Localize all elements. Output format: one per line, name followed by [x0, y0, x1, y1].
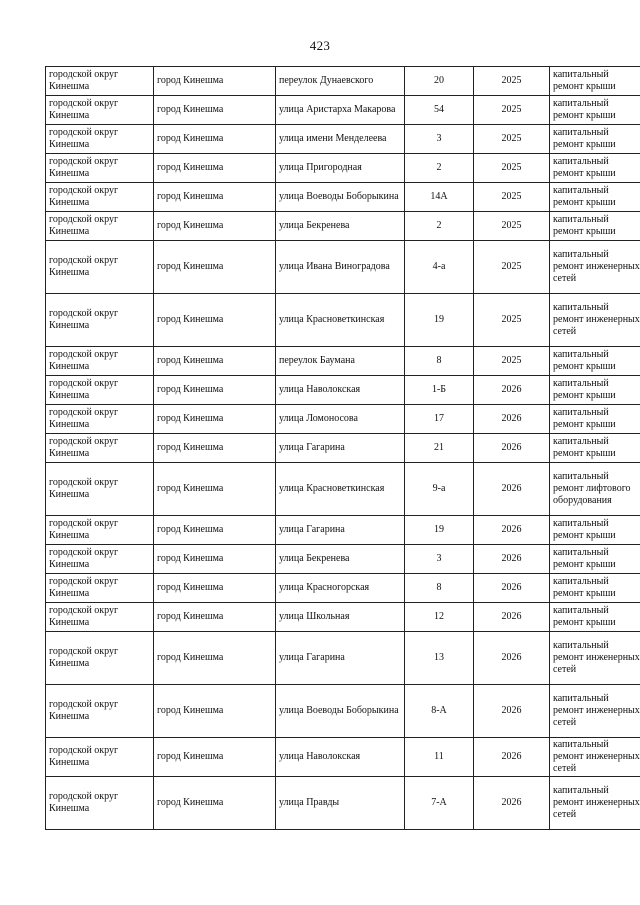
house-number-cell: 2 [405, 154, 474, 183]
house-number-cell: 9-а [405, 463, 474, 516]
district-cell: городской округ Кинешма [46, 67, 154, 96]
city-cell: город Кинешма [154, 125, 276, 154]
district-cell: городской округ Кинешма [46, 376, 154, 405]
table-row [46, 212, 640, 241]
city-cell: город Кинешма [154, 347, 276, 376]
year-cell: 2026 [474, 405, 550, 434]
house-number-cell: 2 [405, 212, 474, 241]
table-row [46, 67, 640, 96]
year-cell: 2025 [474, 96, 550, 125]
street-cell: улица Гагарина [276, 434, 405, 463]
house-number-cell: 11 [405, 738, 474, 777]
capital-repair-table [45, 66, 640, 830]
district-cell: городской округ Кинешма [46, 463, 154, 516]
district-cell: городской округ Кинешма [46, 212, 154, 241]
street-cell: улица Красноветкинская [276, 294, 405, 347]
work-type-cell: капитальный ремонт инженерных сетей [550, 294, 640, 347]
house-number-cell: 8-А [405, 685, 474, 738]
year-cell: 2025 [474, 125, 550, 154]
house-number-cell: 17 [405, 405, 474, 434]
table-row [46, 154, 640, 183]
table-row [46, 376, 640, 405]
house-number-cell: 21 [405, 434, 474, 463]
street-cell: улица Воеводы Боборыкина [276, 183, 405, 212]
year-cell: 2025 [474, 67, 550, 96]
city-cell: город Кинешма [154, 685, 276, 738]
table-body [46, 67, 640, 830]
year-cell: 2026 [474, 685, 550, 738]
year-cell: 2025 [474, 212, 550, 241]
work-type-cell: капитальный ремонт лифтового оборудования [550, 463, 640, 516]
street-cell: улица Правды [276, 777, 405, 830]
house-number-cell: 7-А [405, 777, 474, 830]
year-cell: 2026 [474, 777, 550, 830]
city-cell: город Кинешма [154, 574, 276, 603]
district-cell: городской округ Кинешма [46, 96, 154, 125]
district-cell: городской округ Кинешма [46, 516, 154, 545]
house-number-cell: 8 [405, 347, 474, 376]
street-cell: улица Ломоносова [276, 405, 405, 434]
city-cell: город Кинешма [154, 241, 276, 294]
city-cell: город Кинешма [154, 603, 276, 632]
year-cell: 2026 [474, 545, 550, 574]
year-cell: 2026 [474, 574, 550, 603]
house-number-cell: 14А [405, 183, 474, 212]
city-cell: город Кинешма [154, 405, 276, 434]
year-cell: 2025 [474, 241, 550, 294]
table-row [46, 96, 640, 125]
district-cell: городской округ Кинешма [46, 347, 154, 376]
work-type-cell: капитальный ремонт крыши [550, 212, 640, 241]
table-row [46, 183, 640, 212]
city-cell: город Кинешма [154, 434, 276, 463]
city-cell: город Кинешма [154, 545, 276, 574]
table-row [46, 347, 640, 376]
house-number-cell: 8 [405, 574, 474, 603]
street-cell: улица Школьная [276, 603, 405, 632]
city-cell: город Кинешма [154, 516, 276, 545]
table-row [46, 241, 640, 294]
district-cell: городской округ Кинешма [46, 574, 154, 603]
city-cell: город Кинешма [154, 294, 276, 347]
street-cell: улица Ивана Виноградова [276, 241, 405, 294]
table-row [46, 516, 640, 545]
year-cell: 2026 [474, 434, 550, 463]
year-cell: 2026 [474, 463, 550, 516]
house-number-cell: 3 [405, 125, 474, 154]
district-cell: городской округ Кинешма [46, 545, 154, 574]
city-cell: город Кинешма [154, 738, 276, 777]
work-type-cell: капитальный ремонт крыши [550, 516, 640, 545]
work-type-cell: капитальный ремонт инженерных сетей [550, 685, 640, 738]
city-cell: город Кинешма [154, 777, 276, 830]
year-cell: 2025 [474, 294, 550, 347]
year-cell: 2025 [474, 183, 550, 212]
house-number-cell: 13 [405, 632, 474, 685]
house-number-cell: 3 [405, 545, 474, 574]
street-cell: переулок Баумана [276, 347, 405, 376]
street-cell: улица Гагарина [276, 632, 405, 685]
work-type-cell: капитальный ремонт инженерных сетей [550, 777, 640, 830]
district-cell: городской округ Кинешма [46, 405, 154, 434]
city-cell: город Кинешма [154, 212, 276, 241]
page-number: 423 [309, 38, 331, 53]
house-number-cell: 19 [405, 516, 474, 545]
house-number-cell: 20 [405, 67, 474, 96]
street-cell: улица Наволокская [276, 738, 405, 777]
district-cell: городской округ Кинешма [46, 434, 154, 463]
city-cell: город Кинешма [154, 632, 276, 685]
district-cell: городской округ Кинешма [46, 125, 154, 154]
work-type-cell: капитальный ремонт крыши [550, 67, 640, 96]
street-cell: улица Наволокская [276, 376, 405, 405]
table-row [46, 545, 640, 574]
street-cell: улица Гагарина [276, 516, 405, 545]
house-number-cell: 1-Б [405, 376, 474, 405]
table-row [46, 632, 640, 685]
table-row [46, 405, 640, 434]
street-cell: улица имени Менделеева [276, 125, 405, 154]
street-cell: улица Бекренева [276, 545, 405, 574]
work-type-cell: капитальный ремонт инженерных сетей [550, 241, 640, 294]
street-cell: переулок Дунаевского [276, 67, 405, 96]
work-type-cell: капитальный ремонт крыши [550, 96, 640, 125]
district-cell: городской округ Кинешма [46, 241, 154, 294]
district-cell: городской округ Кинешма [46, 183, 154, 212]
work-type-cell: капитальный ремонт инженерных сетей [550, 738, 640, 777]
district-cell: городской округ Кинешма [46, 777, 154, 830]
house-number-cell: 4-а [405, 241, 474, 294]
table-row [46, 463, 640, 516]
district-cell: городской округ Кинешма [46, 685, 154, 738]
year-cell: 2026 [474, 516, 550, 545]
table-row [46, 294, 640, 347]
district-cell: городской округ Кинешма [46, 632, 154, 685]
table-row [46, 434, 640, 463]
street-cell: улица Бекренева [276, 212, 405, 241]
street-cell: улица Красноветкинская [276, 463, 405, 516]
street-cell: улица Пригородная [276, 154, 405, 183]
city-cell: город Кинешма [154, 154, 276, 183]
table-row [46, 603, 640, 632]
street-cell: улица Аристарха Макарова [276, 96, 405, 125]
house-number-cell: 19 [405, 294, 474, 347]
district-cell: городской округ Кинешма [46, 294, 154, 347]
table-row [46, 738, 640, 777]
work-type-cell: капитальный ремонт крыши [550, 603, 640, 632]
work-type-cell: капитальный ремонт крыши [550, 434, 640, 463]
table-row [46, 574, 640, 603]
street-cell: улица Воеводы Боборыкина [276, 685, 405, 738]
year-cell: 2026 [474, 376, 550, 405]
work-type-cell: капитальный ремонт крыши [550, 545, 640, 574]
house-number-cell: 54 [405, 96, 474, 125]
work-type-cell: капитальный ремонт крыши [550, 405, 640, 434]
district-cell: городской округ Кинешма [46, 154, 154, 183]
work-type-cell: капитальный ремонт крыши [550, 574, 640, 603]
year-cell: 2026 [474, 632, 550, 685]
city-cell: город Кинешма [154, 96, 276, 125]
street-cell: улица Красногорская [276, 574, 405, 603]
table-row [46, 685, 640, 738]
year-cell: 2026 [474, 603, 550, 632]
district-cell: городской округ Кинешма [46, 603, 154, 632]
city-cell: город Кинешма [154, 376, 276, 405]
year-cell: 2026 [474, 738, 550, 777]
city-cell: город Кинешма [154, 67, 276, 96]
house-number-cell: 12 [405, 603, 474, 632]
table-row [46, 125, 640, 154]
table-row [46, 777, 640, 830]
work-type-cell: капитальный ремонт крыши [550, 154, 640, 183]
work-type-cell: капитальный ремонт крыши [550, 376, 640, 405]
city-cell: город Кинешма [154, 183, 276, 212]
work-type-cell: капитальный ремонт крыши [550, 125, 640, 154]
year-cell: 2025 [474, 347, 550, 376]
district-cell: городской округ Кинешма [46, 738, 154, 777]
work-type-cell: капитальный ремонт инженерных сетей [550, 632, 640, 685]
city-cell: город Кинешма [154, 463, 276, 516]
work-type-cell: капитальный ремонт крыши [550, 347, 640, 376]
work-type-cell: капитальный ремонт крыши [550, 183, 640, 212]
year-cell: 2025 [474, 154, 550, 183]
